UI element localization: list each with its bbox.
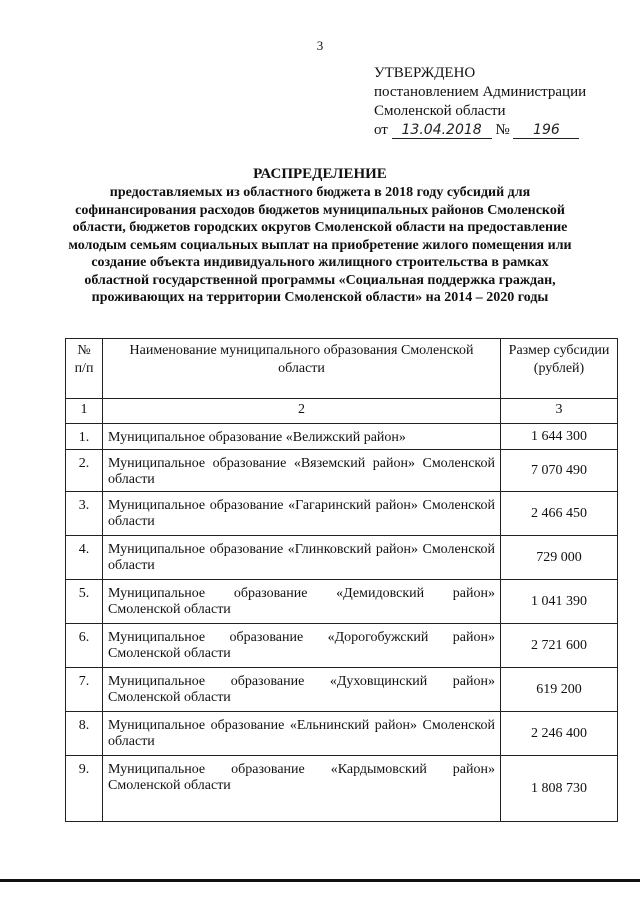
row-index: 3. [66,492,103,536]
row-index: 8. [66,712,103,756]
row-index: 9. [66,756,103,822]
approval-line-decree: постановлением Администрации [374,84,587,100]
table-row [66,624,618,668]
approval-date-line [374,121,586,140]
table-row [66,492,618,536]
page-number: 3 [316,38,324,53]
row-name: Муниципальное образование «Ельнинский район» Смоленской области [103,712,501,756]
row-index: 2. [66,450,103,492]
table-row [66,536,618,580]
column-number: 3 [501,399,618,424]
date-prefix: от [374,122,388,138]
approval-heading: УТВЕРЖДЕНО [374,65,476,81]
row-index: 4. [66,536,103,580]
row-index: 5. [66,580,103,624]
approval-number-value: 196 [513,122,579,139]
row-name: Муниципальное образование «Велижский район» [103,424,501,450]
row-amount: 1 644 300 [501,424,618,450]
row-amount: 2 466 450 [501,492,618,536]
row-name: Муниципальное образование «Духовщинский район» Смоленской области [103,668,501,712]
column-number: 1 [66,399,103,424]
table-row [66,668,618,712]
table-row [66,756,618,822]
row-name: Муниципальное образование «Вяземский район» Смоленской области [103,450,501,492]
table-row [66,450,618,492]
table-row [66,712,618,756]
header-index: № п/п [66,339,103,399]
header-amount: Размер субсидии (рублей) [501,339,618,399]
row-index: 6. [66,624,103,668]
document-subtitle: предоставляемых из областного бюджета в 2018 году субсидий для софинансирования расходов бюджетов муниципальных районов Смоленской области, бюджетов городских округов Смоленской области на предоставление молодым семьям социальных выплат на приобретение жилого помещения или создание объекта индивидуального жилищного строительства в рамках областной государственной программы «Социальная поддержка граждан, проживающих на территории Смоленской области» на 2014 – 2020 годы [68,185,572,305]
number-prefix: № [495,122,510,138]
page-bottom-rule [0,879,640,882]
row-amount: 729 000 [501,536,618,580]
column-number: 2 [103,399,501,424]
approval-line-region: Смоленской области [374,103,506,119]
row-index: 1. [66,424,103,450]
column-number-row [66,399,618,424]
row-amount: 2 721 600 [501,624,618,668]
row-amount: 2 246 400 [501,712,618,756]
table-header-row [66,339,618,399]
row-name: Муниципальное образование «Дорогобужский район» Смоленской области [103,624,501,668]
row-name: Муниципальное образование «Гагаринский район» Смоленской области [103,492,501,536]
row-name: Муниципальное образование «Демидовский район» Смоленской области [103,580,501,624]
row-index: 7. [66,668,103,712]
row-amount: 1 808 730 [501,756,618,822]
row-amount: 619 200 [501,668,618,712]
row-amount: 7 070 490 [501,450,618,492]
approval-date-value: 13.04.2018 [392,122,492,139]
table-row [66,424,618,450]
table-row [66,580,618,624]
row-name: Муниципальное образование «Кардымовский район» Смоленской области [103,756,501,822]
distribution-table [65,338,618,822]
row-name: Муниципальное образование «Глинковский район» Смоленской области [103,536,501,580]
header-name: Наименование муниципального образования Смоленской области [103,339,501,399]
approval-stamp [374,64,586,140]
document-title: РАСПРЕДЕЛЕНИЕ [253,166,387,182]
row-amount: 1 041 390 [501,580,618,624]
